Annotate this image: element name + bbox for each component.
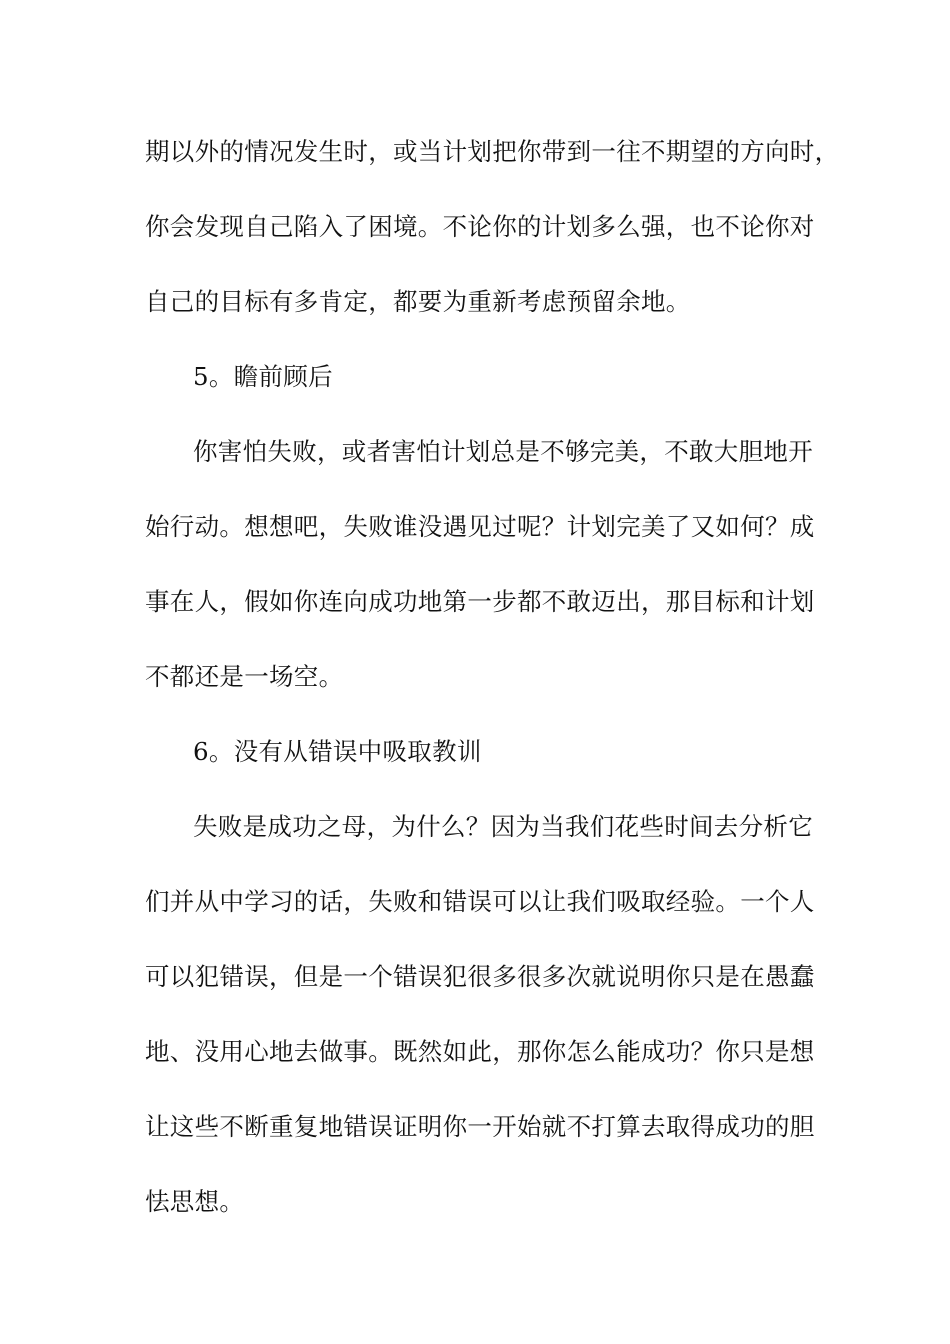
- body-text-line: 期以外的情况发生时，或当计划把你带到一往不期望的方向时，: [145, 137, 840, 166]
- body-text-line: 不都还是一场空。: [145, 662, 344, 691]
- section-heading: 6。没有从错误中吸取教训: [193, 737, 482, 766]
- body-text-line: 你会发现自己陷入了困境。不论你的计划多么强，也不论你对: [145, 212, 815, 241]
- body-text-line: 可以犯错误，但是一个错误犯很多很多次就说明你只是在愚蠢: [145, 962, 815, 991]
- body-text-line: 你害怕失败，或者害怕计划总是不够完美，不敢大胆地开: [193, 437, 813, 466]
- body-text-line: 地、没用心地去做事。既然如此，那你怎么能成功？你只是想: [145, 1037, 815, 1066]
- body-text-line: 自己的目标有多肯定，都要为重新考虑预留余地。: [145, 287, 691, 316]
- body-text-line: 失败是成功之母，为什么？因为当我们花些时间去分析它: [193, 812, 813, 841]
- body-text-line: 让这些不断重复地错误证明你一开始就不打算去取得成功的胆: [145, 1112, 815, 1141]
- section-heading: 5。瞻前顾后: [193, 362, 333, 391]
- body-text-line: 事在人，假如你连向成功地第一步都不敢迈出，那目标和计划: [145, 587, 815, 616]
- body-text-line: 怯思想。: [145, 1187, 245, 1216]
- body-text-line: 们并从中学习的话，失败和错误可以让我们吸取经验。一个人: [145, 887, 815, 916]
- body-text-line: 始行动。想想吧，失败谁没遇见过呢？计划完美了又如何？成: [145, 512, 815, 541]
